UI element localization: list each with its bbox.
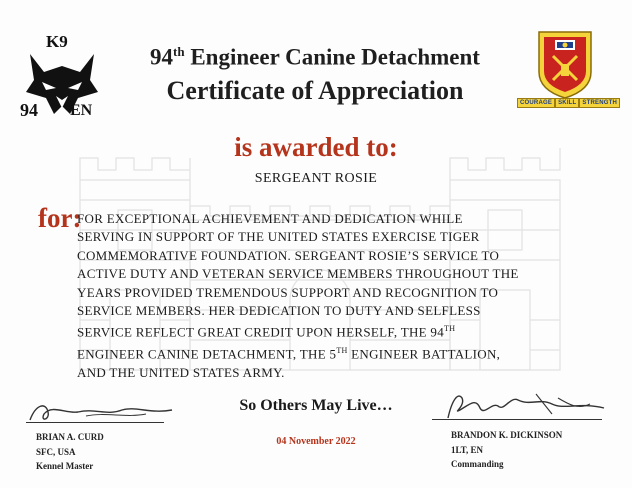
unit-logo-right-text: EN [70,102,93,119]
citation-line: SERVICE MEMBERS. HER DEDICATION TO DUTY AND SELFLESS [77,303,481,319]
citation-text [77,210,617,382]
citation-line [77,342,617,364]
certificate-subtitle: Certificate of Appreciation [166,76,464,105]
award-date: 04 November 2022 [276,436,356,447]
citation-line: ACTIVE DUTY AND VETERAN SERVICE MEMBERS THROUGHOUT THE [77,266,519,282]
recipient-name: SERGEANT ROSIE [254,171,378,186]
right-signatory [451,428,562,472]
crest-motto [517,98,618,108]
right-signatory-name: BRANDON K. DICKINSON [451,430,563,440]
for-label: for: [38,203,82,233]
crest-motto-word: COURAGE [517,98,555,108]
awarded-label: is awarded to: [234,132,398,162]
crest-motto-word: STRENGTH [579,98,620,108]
citation-line: YEARS PROVIDED TREMENDOUS SUPPORT AND RECOGNITION TO [77,284,499,300]
certificate-title [115,44,515,71]
left-signatory-rank: SFC, USA [36,446,76,457]
right-signatory-rank: 1LT, EN [451,444,484,455]
citation-ordinal: TH [444,324,456,334]
citation-line: AND THE UNITED STATES ARMY. [77,364,285,380]
citation-line [77,320,617,342]
crest-motto-word: SKILL [555,98,579,108]
citation-line-text: ENGINEER CANINE DETACHMENT, THE 5 [77,346,337,362]
citation-ordinal: TH [336,346,348,356]
unit-logo [14,30,109,125]
citation-line-text: ENGINEER BATTALION, [347,346,501,362]
citation-line: COMMEMORATIVE FOUNDATION. SERGEANT ROSIE’S SERVICE TO [77,247,500,263]
title-unit: Engineer Canine Detachment [184,44,480,70]
title-ordinal: th [173,44,185,59]
right-signature-line [432,419,602,420]
left-signatory-role: Kennel Master [36,461,94,471]
citation-line: SERVING IN SUPPORT OF THE UNITED STATES EXERCISE TIGER [77,229,480,245]
battalion-crest [517,28,618,120]
castle-crest-icon [517,28,613,100]
right-signature-icon [440,390,610,422]
right-signatory-role: Commanding [451,459,504,469]
left-signatory-name: BRIAN A. CURD [36,432,104,442]
citation-line-text: SERVICE REFLECT GREAT CREDIT UPON HERSELF, THE 94 [77,324,445,340]
unit-logo-left-text: 94 [20,100,38,120]
motto: So Others May Live… [239,397,393,414]
unit-logo-top-text: K9 [46,32,68,51]
title-number: 94 [150,44,174,70]
citation-line: FOR EXCEPTIONAL ACHIEVEMENT AND DEDICATION WHILE [77,211,463,226]
left-signature-line [26,422,164,423]
